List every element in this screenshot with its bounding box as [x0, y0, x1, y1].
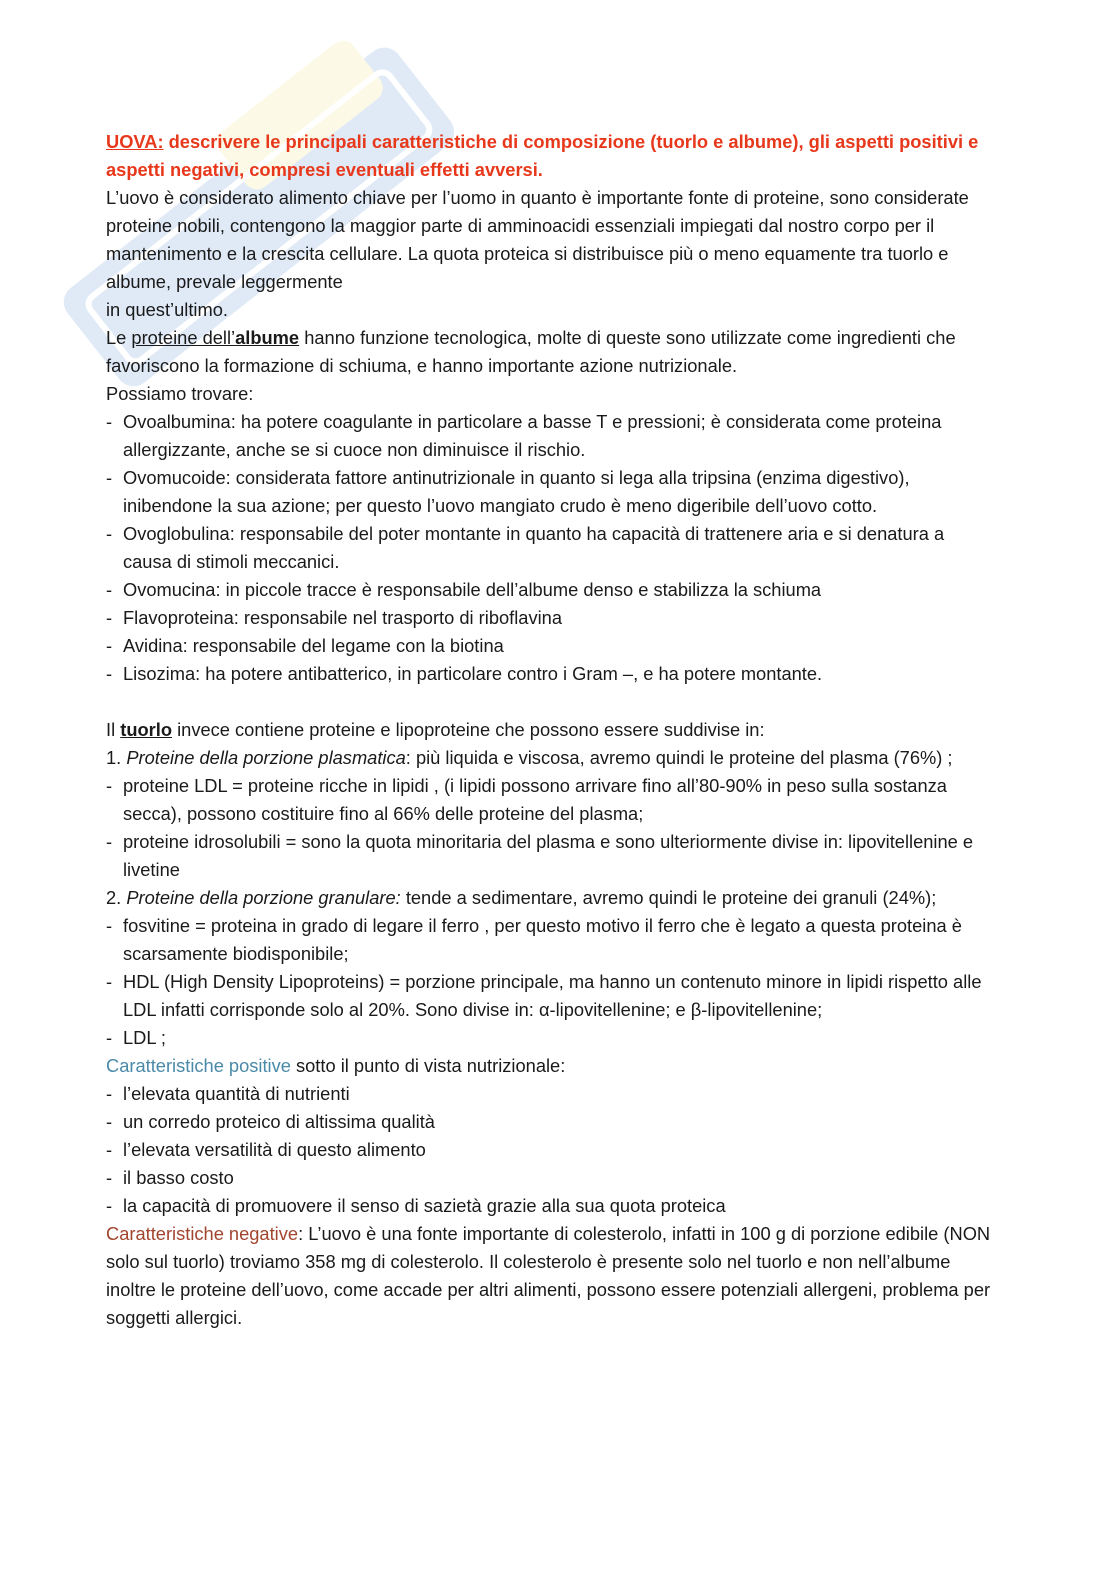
list-item: - fosvitine = proteina in grado di legare il ferro , per questo motivo il ferro che è legato a questa proteina è scarsamente biodisponibile;: [106, 912, 996, 968]
positive-heading: [106, 1052, 996, 1080]
title-label: UOVA:: [106, 131, 164, 152]
list-item: - Ovomucina: in piccole tracce è responsabile dell’albume denso e stabilizza la schiuma: [106, 576, 996, 604]
list-item: - Ovoglobulina: responsabile del poter montante in quanto ha capacità di trattenere aria e si denatura a causa di stimoli meccanici.: [106, 520, 996, 576]
list-item: - Avidina: responsabile del legame con la biotina: [106, 632, 996, 660]
albume-protein-list: [106, 408, 996, 688]
albume-rest: hanno funzione tecnologica, molte di queste sono utilizzate come ingredienti che favoriscono la formazione di schiuma, e hanno importante azione nutrizionale.: [106, 327, 956, 376]
list-item: - HDL (High Density Lipoproteins) = porzione principale, ma hanno un contenuto minore in lipidi rispetto alle LDL infatti corrisponde solo al 20%. Sono divise in: α-lipovitellenine; e β-lipovitellenine;: [106, 968, 996, 1024]
list-item: - proteine idrosolubili = sono la quota minoritaria del plasma e sono ulteriormente divise in: lipovitellenine e livetine: [106, 828, 996, 884]
negative-paragraph: [106, 1220, 996, 1332]
albume-link-b: albume: [235, 327, 300, 348]
intro-paragraph-end: in quest’ultimo.: [106, 299, 228, 320]
intro-paragraph: L’uovo è considerato alimento chiave per l’uomo in quanto è importante fonte di proteine, sono considerate proteine nobili, contengono la maggior parte di amminoacidi essenziali impiegati dal nostro corpo per il mantenimento e la crescita cellulare. La quota proteica si distribuisce più o meno equamente tra tuorlo e albume, prevale leggermente: [106, 187, 969, 292]
albume-link-a: proteine dell’: [131, 327, 236, 348]
negative-rest: : L’uovo è una fonte importante di colesterolo, infatti in 100 g di porzione edibile (NON solo sul tuorlo) troviamo 358 mg di colesterolo. Il colesterolo è presente solo nel tuorlo e non nell’albume inoltre le proteine dell’uovo, come accade per altri alimenti, possono essere potenziali allergeni, problema per soggetti allergici.: [106, 1223, 991, 1328]
plasma-protein-list: [106, 772, 996, 884]
document-body: [106, 128, 996, 1332]
tuorlo-rest: invece contiene proteine e lipoproteine che possono essere suddivise in:: [172, 719, 765, 740]
positive-rest: sotto il punto di vista nutrizionale:: [290, 1055, 566, 1076]
list-item: - l’elevata quantità di nutrienti: [106, 1080, 996, 1108]
tuorlo-word: tuorlo: [120, 719, 173, 740]
title-text: descrivere le principali caratteristiche di composizione (tuorlo e albume), gli aspetti positivi e aspetti negativi, compresi eventuali effetti avversi.: [106, 131, 979, 180]
possiamo-trovare: Possiamo trovare:: [106, 383, 254, 404]
section-title: Proteine della porzione granulare:: [126, 887, 401, 908]
list-item: - proteine LDL = proteine ricche in lipidi , (i lipidi possono arrivare fino all’80-90% in peso sulla sostanza secca), possono costituire fino al 66% delle proteine del plasma;: [106, 772, 996, 828]
list-item: - LDL ;: [106, 1024, 996, 1052]
list-item: - il basso costo: [106, 1164, 996, 1192]
albume-paragraph: [106, 324, 996, 380]
granule-protein-list: [106, 912, 996, 1052]
list-item: - l’elevata versatilità di questo alimento: [106, 1136, 996, 1164]
tuorlo-paragraph: [106, 716, 996, 744]
negative-label: Caratteristiche negative: [106, 1223, 299, 1244]
section-text: tende a sedimentare, avremo quindi le proteine dei granuli (24%);: [400, 887, 937, 908]
section-title: Proteine della porzione plasmatica: [126, 747, 406, 768]
list-item: - Ovomucoide: considerata fattore antinutrizionale in quanto si lega alla tripsina (enzima digestivo), inibendone la sua azione; per questo l’uovo mangiato crudo è meno digeribile dell’uovo cotto.: [106, 464, 996, 520]
tuorlo-section-1: [106, 744, 996, 772]
albume-prefix: Le: [106, 327, 132, 348]
tuorlo-prefix: Il: [106, 719, 121, 740]
section-number: 1.: [106, 747, 127, 768]
positive-list: [106, 1080, 996, 1220]
list-item: - Flavoproteina: responsabile nel trasporto di riboflavina: [106, 604, 996, 632]
list-item: - la capacità di promuovere il senso di sazietà grazie alla sua quota proteica: [106, 1192, 996, 1220]
document-title: [106, 128, 996, 184]
list-item: - Ovoalbumina: ha potere coagulante in particolare a basse T e pressioni; è considerata come proteina allergizzante, anche se si cuoce non diminuisce il rischio.: [106, 408, 996, 464]
list-item: - un corredo proteico di altissima qualità: [106, 1108, 996, 1136]
tuorlo-section-2: [106, 884, 996, 912]
spacer: [106, 688, 996, 716]
positive-label: Caratteristiche positive: [106, 1055, 291, 1076]
section-text: : più liquida e viscosa, avremo quindi le proteine del plasma (76%) ;: [405, 747, 953, 768]
list-item: - Lisozima: ha potere antibatterico, in particolare contro i Gram –, e ha potere montante.: [106, 660, 996, 688]
section-number: 2.: [106, 887, 127, 908]
